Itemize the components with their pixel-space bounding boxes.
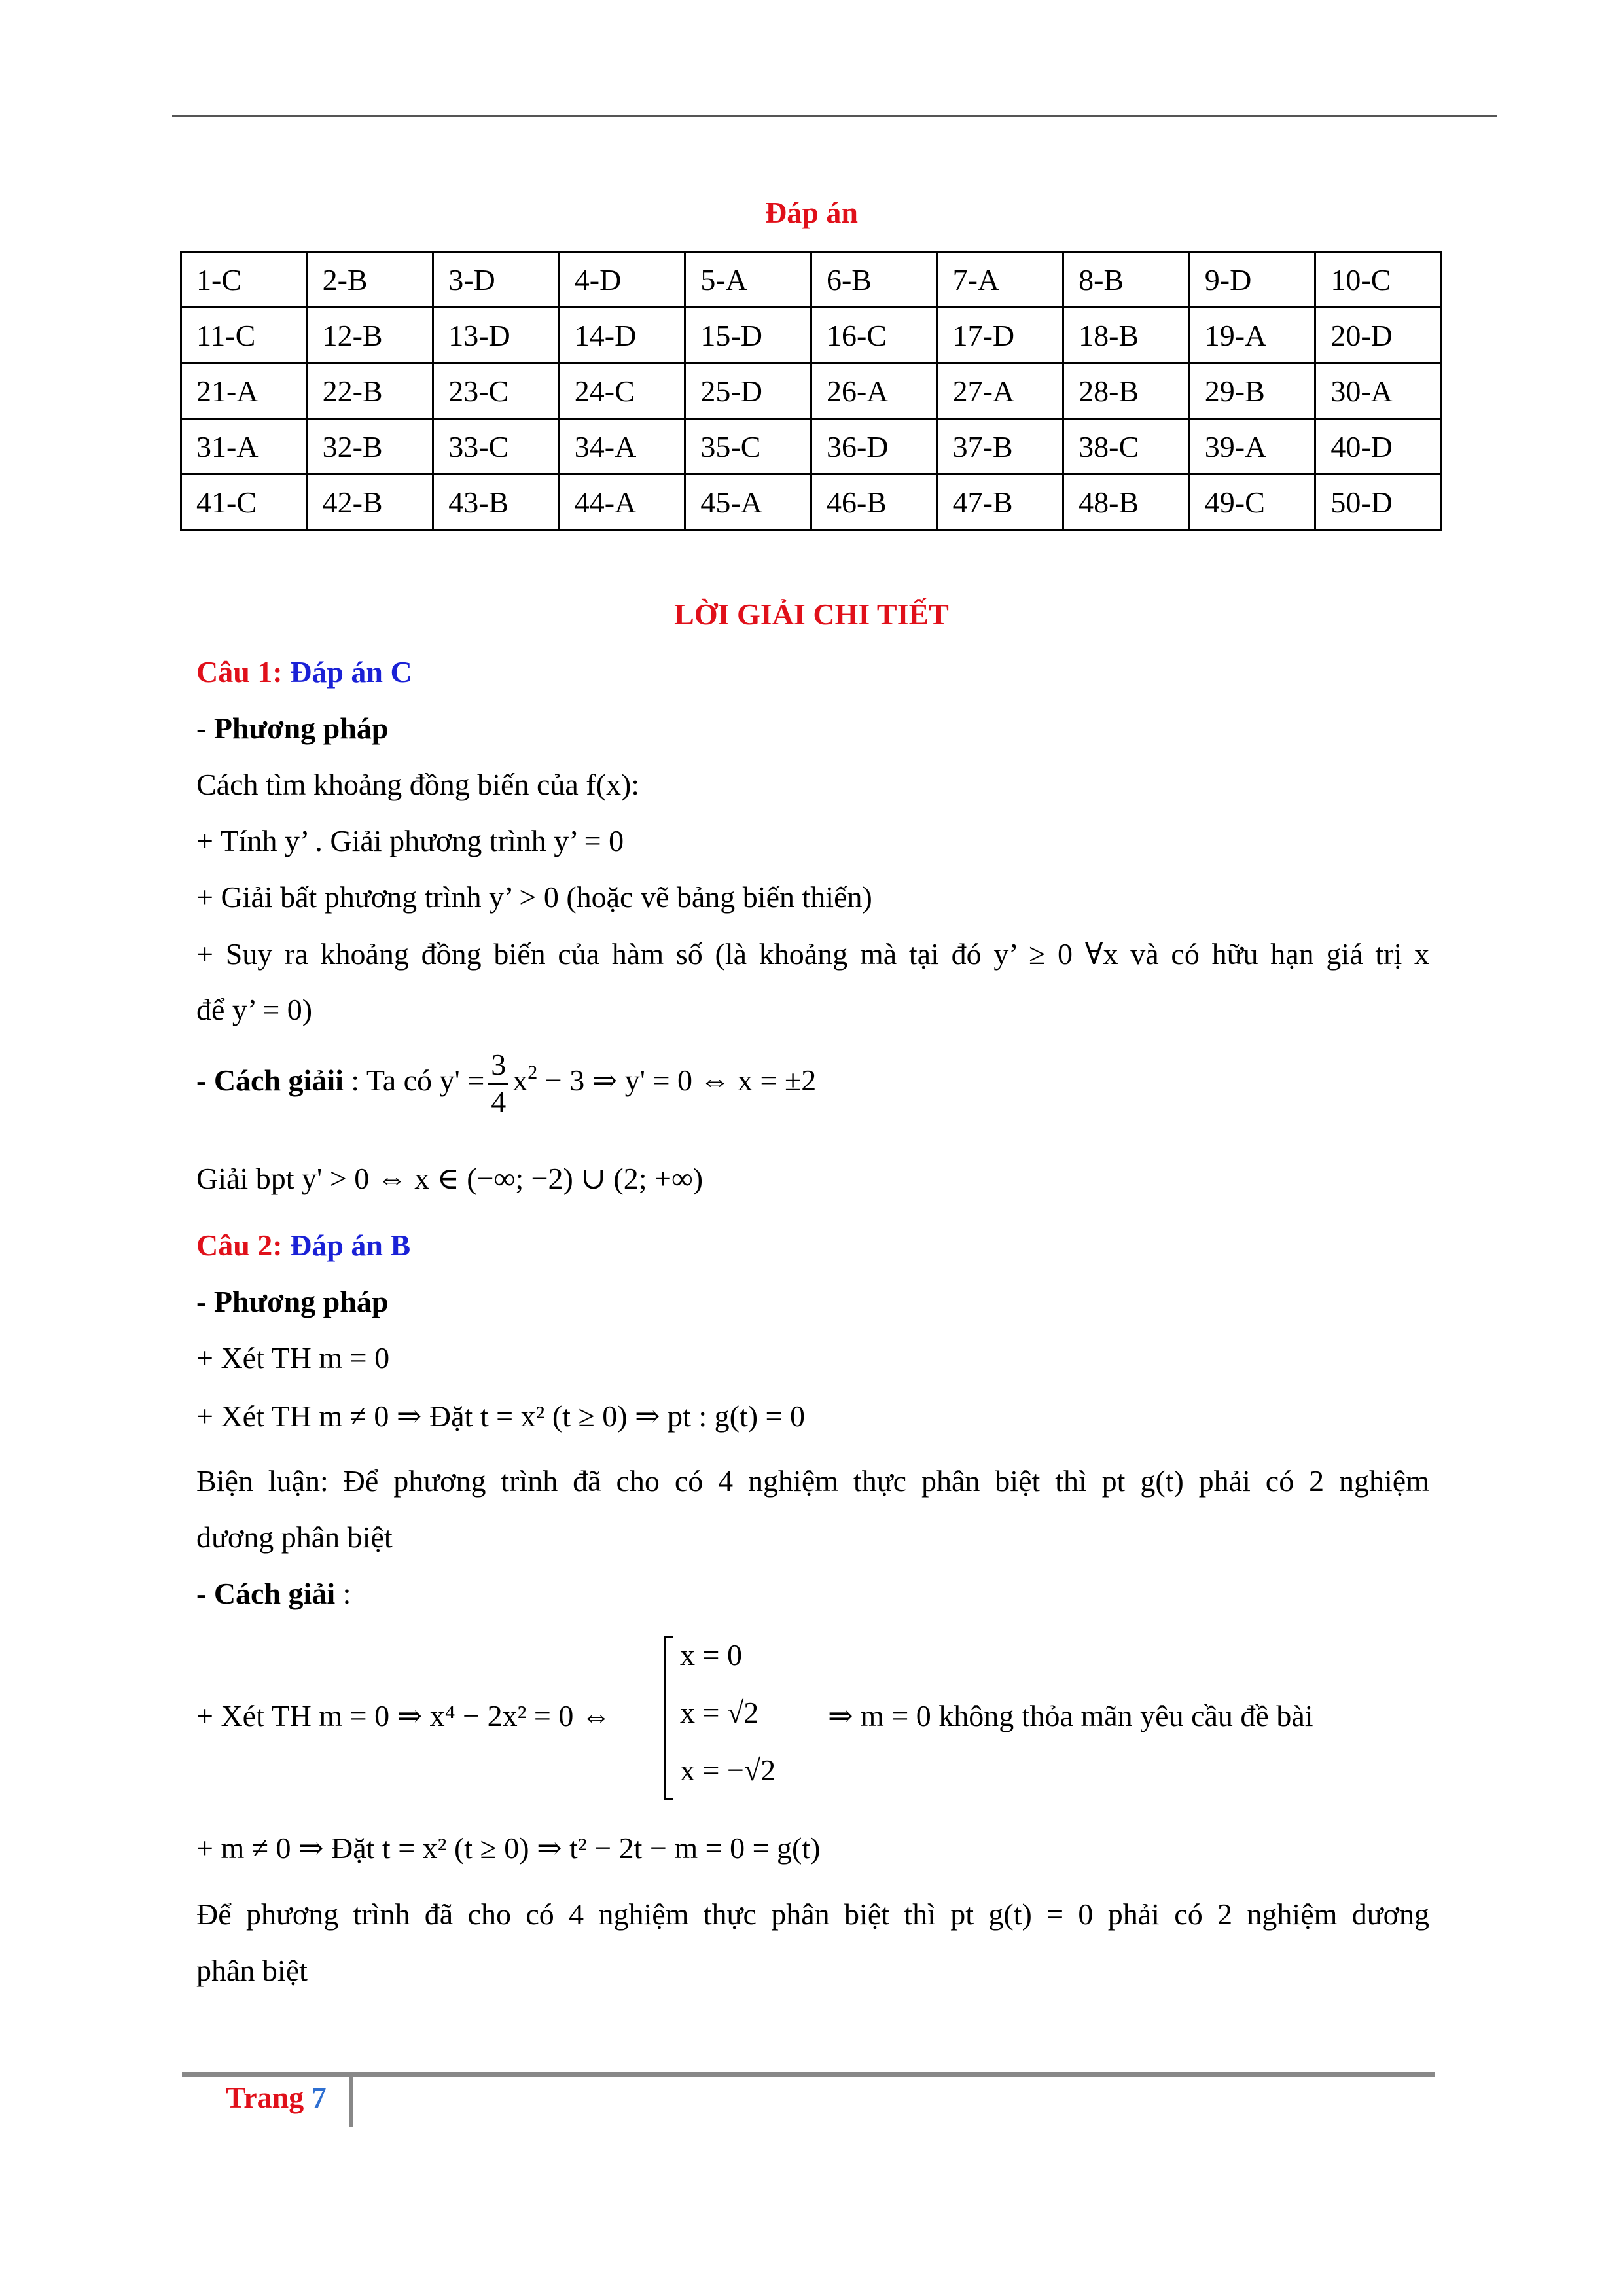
page-number: 7: [311, 2081, 327, 2114]
answer-cell: 44-A: [559, 475, 685, 530]
q1-method-line-5: để y’ = 0): [196, 993, 313, 1026]
answer-cell: 33-C: [433, 419, 560, 475]
answer-cell: 37-B: [937, 419, 1063, 475]
table-row: [181, 419, 1442, 475]
answer-key-title: Đáp án: [765, 196, 858, 229]
q1-solution-title: - Cách giảii: [196, 1064, 344, 1098]
answer-cell: 42-B: [307, 475, 433, 530]
answer-cell: 25-D: [685, 363, 812, 419]
q1-solution-exp: 2: [527, 1062, 538, 1084]
q2-answer: Đáp án B: [290, 1229, 411, 1262]
q2-case-line-post: ⇒ m = 0 không thỏa mãn yêu cầu đề bài: [828, 1699, 1313, 1732]
answer-cell: 50-D: [1315, 475, 1442, 530]
q2-solution-system: [664, 1636, 816, 1800]
header-rule: [172, 115, 1497, 117]
q2-solution-title-line: [196, 1576, 351, 1611]
q2-solution-title: - Cách giải: [196, 1577, 336, 1610]
answer-cell: 24-C: [559, 363, 685, 419]
q1-solution-rest: − 3 ⇒ y' = 0 ⇔ x = ±2: [537, 1064, 817, 1098]
answer-cell: 46-B: [811, 475, 937, 530]
q1-method-line-2: + Tính y’ . Giải phương trình y’ = 0: [196, 824, 624, 857]
answer-cell: 30-A: [1315, 363, 1442, 419]
answer-cell: 38-C: [1063, 419, 1190, 475]
q2-method-title: - Phương pháp: [196, 1285, 389, 1318]
answer-cell: 3-D: [433, 252, 560, 308]
answer-cell: 23-C: [433, 363, 560, 419]
answer-table: [180, 251, 1442, 531]
answer-cell: 2-B: [307, 252, 433, 308]
q2-system-row-1: x = 0: [680, 1638, 742, 1672]
answer-cell: 17-D: [937, 308, 1063, 363]
q1-bpt-line: Giải bpt y' > 0 ⇔ x ∈ (−∞; −2) ∪ (2; +∞): [196, 1162, 704, 1195]
answer-cell: 16-C: [811, 308, 937, 363]
table-row: [181, 475, 1442, 530]
answer-cell: 40-D: [1315, 419, 1442, 475]
answer-cell: 9-D: [1189, 252, 1315, 308]
q1-method-line-4: + Suy ra khoảng đồng biến của hàm số (là khoảng mà tại đó y’ ≥ 0 ∀x và có hữu hạn giá trị x: [196, 937, 1429, 971]
q1-answer: Đáp án C: [290, 655, 412, 689]
answer-cell: 47-B: [937, 475, 1063, 530]
answer-cell: 13-D: [433, 308, 560, 363]
q2-label: Câu 2:: [196, 1229, 283, 1262]
answer-cell: 12-B: [307, 308, 433, 363]
answer-cell: 49-C: [1189, 475, 1315, 530]
answer-cell: 39-A: [1189, 419, 1315, 475]
q1-method-title: - Phương pháp: [196, 711, 389, 745]
q1-frac-num: 3: [488, 1047, 508, 1085]
answer-cell: 34-A: [559, 419, 685, 475]
answer-cell: 45-A: [685, 475, 812, 530]
q2-discussion-b: dương phân biệt: [196, 1520, 393, 1554]
footer-rule: [182, 2072, 1435, 2077]
q1-fraction: [488, 1047, 508, 1120]
q2-heading: [196, 1228, 410, 1263]
page-footer: [226, 2080, 327, 2115]
footer-label: Trang: [226, 2081, 304, 2114]
q1-method-line-1: Cách tìm khoảng đồng biến của f(x):: [196, 768, 640, 801]
answer-cell: 48-B: [1063, 475, 1190, 530]
answer-cell: 27-A: [937, 363, 1063, 419]
answer-cell: 29-B: [1189, 363, 1315, 419]
q2-m-nonzero-line: + m ≠ 0 ⇒ Đặt t = x² (t ≥ 0) ⇒ t² − 2t − m = 0 = g(t): [196, 1831, 821, 1865]
answer-cell: 43-B: [433, 475, 560, 530]
answer-cell: 35-C: [685, 419, 812, 475]
table-row: [181, 252, 1442, 308]
answer-cell: 18-B: [1063, 308, 1190, 363]
q2-condition-b: phân biệt: [196, 1954, 308, 1987]
answer-cell: 4-D: [559, 252, 685, 308]
q2-solution-colon: :: [335, 1577, 351, 1610]
answer-cell: 32-B: [307, 419, 433, 475]
q1-label: Câu 1:: [196, 655, 283, 689]
answer-cell: 6-B: [811, 252, 937, 308]
answer-cell: 19-A: [1189, 308, 1315, 363]
q2-case-zero: + Xét TH m = 0: [196, 1341, 390, 1374]
table-row: [181, 363, 1442, 419]
q1-solution-line: [196, 1047, 816, 1120]
q2-condition-a: Để phương trình đã cho có 4 nghiệm thực phân biệt thì pt g(t) = 0 phải có 2 nghiệm dương: [196, 1897, 1429, 1931]
answer-cell: 28-B: [1063, 363, 1190, 419]
q1-frac-den: 4: [491, 1085, 507, 1119]
answer-cell: 31-A: [181, 419, 308, 475]
q1-solution-intro: : Ta có y' =: [343, 1064, 485, 1098]
answer-cell: 11-C: [181, 308, 308, 363]
table-row: [181, 308, 1442, 363]
answer-cell: 7-A: [937, 252, 1063, 308]
solutions-heading: LỜI GIẢI CHI TIẾT: [674, 598, 949, 631]
footer-divider: [349, 2076, 353, 2127]
q1-solution-var: x: [512, 1064, 528, 1098]
answer-cell: 1-C: [181, 252, 308, 308]
answer-cell: 20-D: [1315, 308, 1442, 363]
q2-system-row-2: x = √2: [680, 1696, 759, 1729]
q2-case-line-pre: + Xét TH m = 0 ⇒ x⁴ − 2x² = 0 ⇔: [196, 1699, 611, 1732]
answer-cell: 10-C: [1315, 252, 1442, 308]
answer-cell: 22-B: [307, 363, 433, 419]
q1-heading: [196, 655, 412, 689]
answer-cell: 8-B: [1063, 252, 1190, 308]
answer-cell: 5-A: [685, 252, 812, 308]
q2-discussion-a: Biện luận: Để phương trình đã cho có 4 nghiệm thực phân biệt thì pt g(t) phải có 2 nghiệm: [196, 1464, 1429, 1498]
answer-cell: 14-D: [559, 308, 685, 363]
answer-cell: 15-D: [685, 308, 812, 363]
q2-system-row-3: x = −√2: [680, 1753, 776, 1787]
q1-method-line-3: + Giải bất phương trình y’ > 0 (hoặc vẽ bảng biến thiến): [196, 880, 872, 914]
answer-cell: 21-A: [181, 363, 308, 419]
answer-cell: 36-D: [811, 419, 937, 475]
q2-case-nonzero: + Xét TH m ≠ 0 ⇒ Đặt t = x² (t ≥ 0) ⇒ pt : g(t) = 0: [196, 1399, 805, 1433]
answer-cell: 41-C: [181, 475, 308, 530]
answer-cell: 26-A: [811, 363, 937, 419]
